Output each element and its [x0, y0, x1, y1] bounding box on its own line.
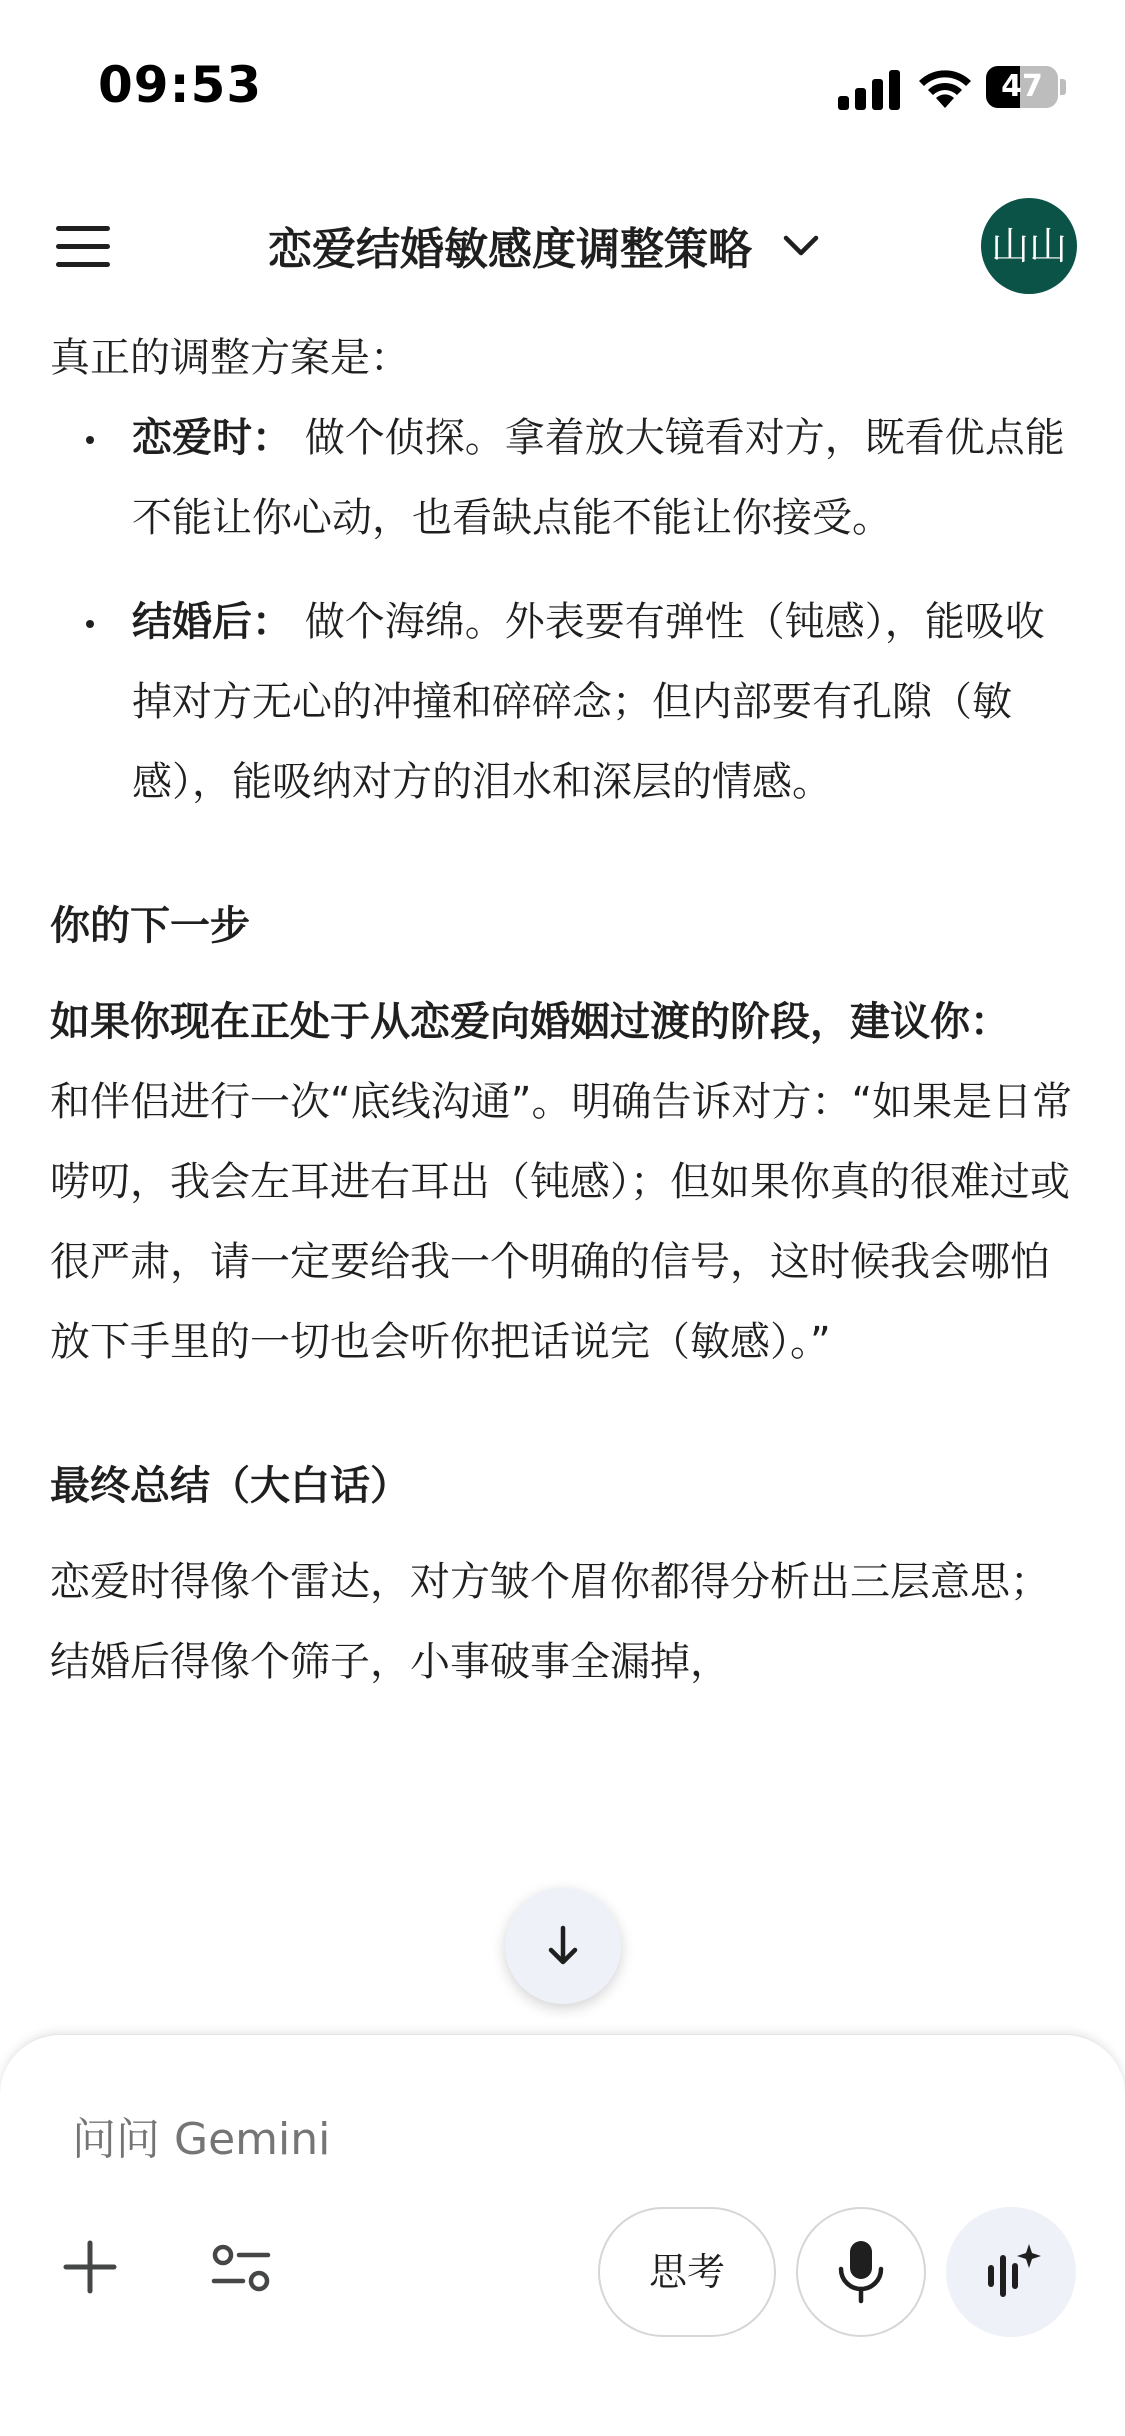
- app-header: [0, 180, 1125, 310]
- status-time: 09:53: [98, 56, 263, 114]
- live-voice-icon: [979, 2240, 1043, 2304]
- bullet-text: 做个海绵。外表要有弹性（钝感），能吸收掉对方无心的冲撞和碎碎念；但内部要有孔隙（敏感），能吸纳对方的泪水和深层的情感。: [132, 599, 1045, 805]
- list-item: [50, 582, 1075, 822]
- status-bar: [0, 0, 1125, 170]
- account-avatar[interactable]: 山山: [981, 198, 1077, 294]
- scroll-to-bottom-button[interactable]: [505, 1888, 621, 2004]
- chevron-down-icon: [780, 224, 822, 266]
- tools-icon[interactable]: [206, 2233, 276, 2303]
- strategy-list: [50, 398, 1075, 822]
- response-content: [50, 318, 1075, 1702]
- summary-heading: 最终总结（大白话）: [50, 1463, 410, 1509]
- cellular-signal-icon: [838, 70, 900, 110]
- bullet-text: 做个侦探。拿着放大镜看对方，既看优点能不能让你心动，也看缺点能不能让你接受。: [132, 415, 1065, 541]
- menu-button[interactable]: [50, 222, 116, 272]
- plus-icon[interactable]: [58, 2235, 122, 2299]
- list-item: [50, 398, 1075, 558]
- microphone-button[interactable]: [796, 2207, 926, 2337]
- live-voice-button[interactable]: [946, 2207, 1076, 2337]
- battery-indicator: [986, 66, 1066, 108]
- think-button[interactable]: 思考: [598, 2207, 776, 2337]
- bullet-label: 结婚后：: [132, 599, 292, 645]
- bullet-label: 恋爱时：: [132, 415, 292, 461]
- wifi-icon: [916, 64, 974, 110]
- menu-icon: [56, 226, 110, 231]
- next-step-text: 和伴侣进行一次“底线沟通”。明确告诉对方：“如果是日常唠叨，我会左耳进右耳出（钝感）；但如果你真的很难过或很严肃，请一定要给我一个明确的信号，这时候我会哪怕放下手里的一切也会听你把话说完（敏感）。”: [50, 1079, 1073, 1365]
- next-step-lead: 如果你现在正处于从恋爱向婚姻过渡的阶段，建议你：: [50, 999, 1010, 1045]
- mic-icon: [834, 2237, 888, 2307]
- conversation-title: 恋爱结婚敏感度调整策略: [268, 224, 752, 275]
- prompt-panel: [0, 2034, 1125, 2436]
- intro-text: 真正的调整方案是：: [50, 335, 410, 381]
- next-step-heading: 你的下一步: [50, 903, 250, 949]
- conversation-title-button[interactable]: [268, 210, 822, 280]
- prompt-input[interactable]: 问问 Gemini: [72, 2114, 331, 2165]
- summary-text: 恋爱时得像个雷达，对方皱个眉你都得分析出三层意思；结婚后得像个筛子，小事破事全漏掉，: [50, 1559, 1050, 1685]
- arrow-down-icon: [543, 1924, 583, 1968]
- battery-percent: 47: [1001, 69, 1043, 104]
